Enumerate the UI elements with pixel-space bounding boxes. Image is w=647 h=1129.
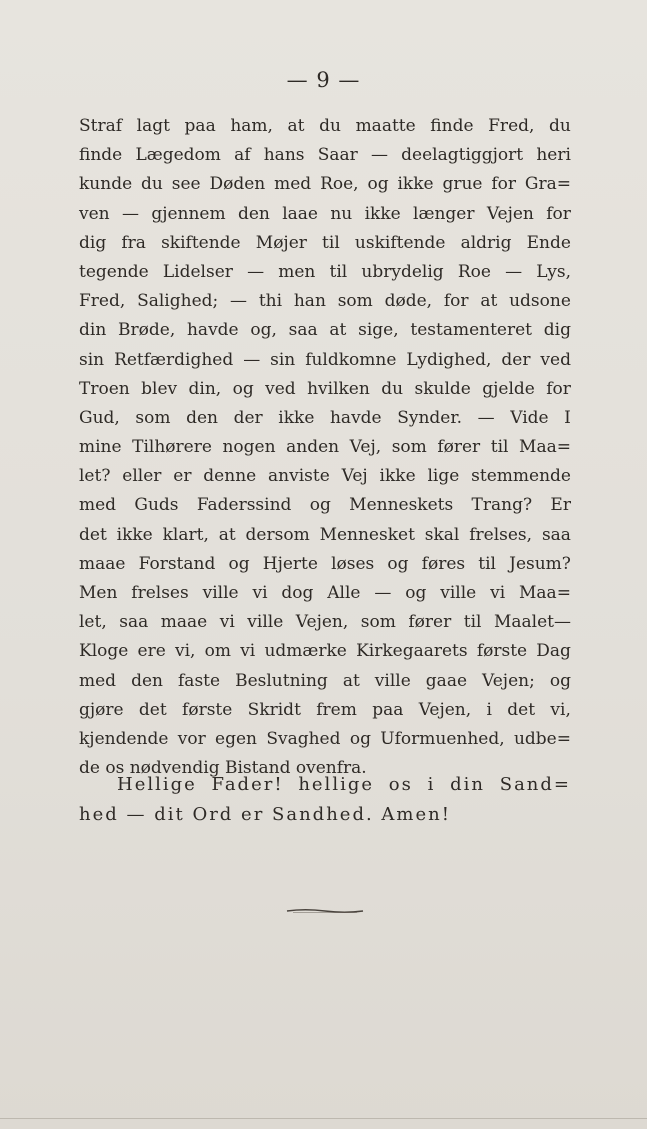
ornament-divider-icon (285, 908, 365, 914)
text-line: med Guds Faderssind og Menneskets Trang? Er (79, 495, 571, 516)
text-line: dig fra skiftende Møjer til uskiftende aldrig Ende (79, 232, 571, 253)
text-line: Straf lagt paa ham, at du maatte finde Fred, du (79, 116, 571, 136)
text-line: det ikke klart, at dersom Mennesket skal frelses, saa (79, 524, 571, 545)
text-line: tegende Lidelser — men til ubrydelig Roe — Lys, (79, 261, 571, 282)
body-text (79, 112, 571, 783)
page-number: — 9 — (286, 68, 361, 92)
text-line: Fred, Salighed; — thi han som døde, for at udsone (79, 291, 571, 312)
text-line: Troen blev din, og ved hvilken du skulde gjelde for (79, 378, 571, 399)
text-line: let? eller er denne anviste Vej ikke lige stemmende (79, 466, 571, 487)
text-line: kunde du see Døden med Roe, og ikke grue for Gra= (79, 174, 571, 195)
text-line: sin Retfærdighed — sin fuldkomne Lydighed, der ved (79, 349, 571, 370)
text-line: Men frelses ville vi dog Alle — og ville vi Maa= (79, 583, 571, 603)
page-bottom-edge (0, 1118, 647, 1119)
closing-prayer (79, 770, 571, 830)
text-line: Kloge ere vi, om vi udmærke Kirkegaarets første Dag (79, 641, 571, 662)
text-line: Gud, som den der ikke havde Synder. — Vide I (79, 407, 571, 428)
text-line: let, saa maae vi ville Vejen, som fører til Maalet— (79, 612, 571, 633)
prayer-line: hed — dit Ord er Sandhed. Amen! (79, 804, 451, 825)
prayer-line: Hellige Fader! hellige os i din Sand= (117, 774, 571, 795)
text-line: kjendende vor egen Svaghed og Uformuenhed, udbe= (79, 728, 571, 749)
text-line: din Brøde, havde og, saa at sige, testamenteret dig (79, 320, 571, 341)
text-line: ven — gjennem den laae nu ikke længer Vejen for (79, 203, 571, 224)
text-line: gjøre det første Skridt frem paa Vejen, i det vi, (79, 699, 571, 720)
text-line: med den faste Beslutning at ville gaae Vejen; og (79, 670, 571, 691)
text-line: de os nødvendig Bistand ovenfra. (79, 758, 367, 779)
text-line: mine Tilhørere nogen anden Vej, som fører til Maa= (79, 437, 571, 458)
text-line: finde Lægedom af hans Saar — deelagtiggjort heri (79, 145, 571, 166)
text-line: maae Forstand og Hjerte løses og føres til Jesum? (79, 553, 571, 574)
